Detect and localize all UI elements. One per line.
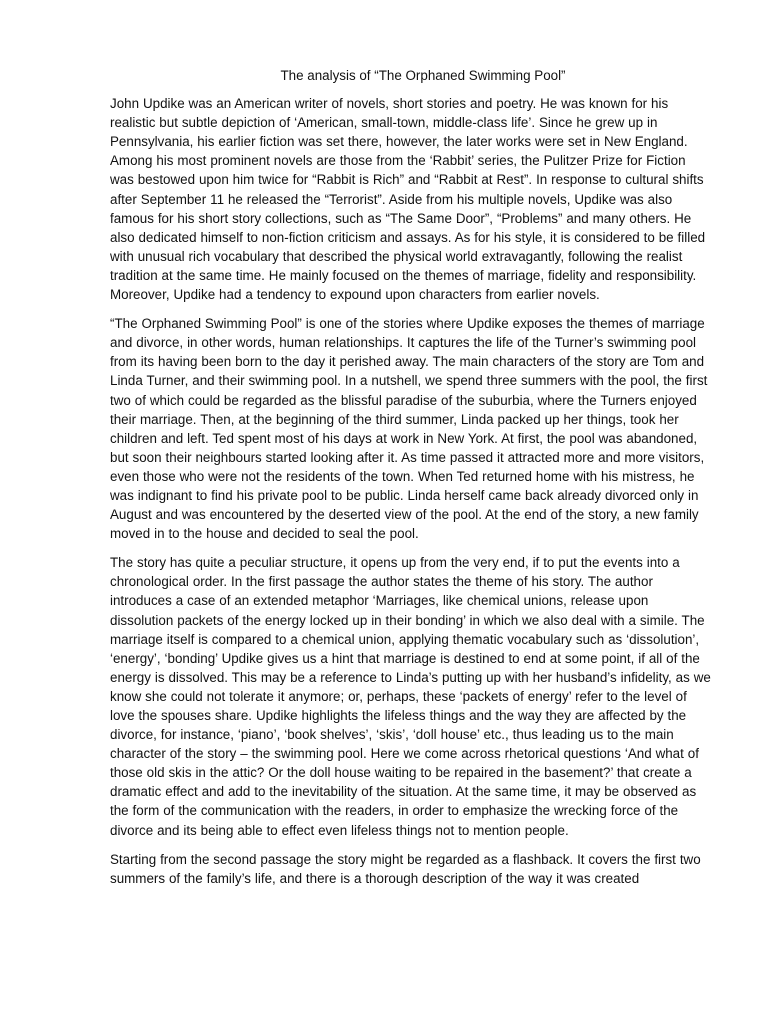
paragraph-2: “The Orphaned Swimming Pool” is one of the stories where Updike exposes the themes of marriage and divorce, in other words, human relationships. It captures the life of the Turner’s swimming pool from its having been born to the day it perished away. The main characters of the story are Tom and Linda Turner, and their swimming pool. In a nutshell, we spend three summers with the pool, the first two of which could be regarded as the blissful paradise of the suburbia, where the Turners enjoyed their marriage. Then, at the beginning of the third summer, Linda packed up her things, took her children and left. Ted spent most of his days at work in New York. At first, the pool was abandoned, but soon their neighbours started looking after it. As time passed it attracted more and more visitors, even those who were not the residents of the town. When Ted returned home with his mistress, he was indignant to find his private pool to be public. Linda herself came back already divorced only in August and was encountered by the deserted view of the pool. At the end of the story, a new family moved in to the house and decided to seal the pool.: [110, 316, 708, 542]
paragraph-4: Starting from the second passage the story might be regarded as a flashback. It covers the first two summers of the family’s life, and there is a thorough description of the way it was created: [110, 851, 701, 886]
document-title: The analysis of “The Orphaned Swimming Pool”: [280, 68, 566, 83]
paragraph-1: John Updike was an American writer of novels, short stories and poetry. He was known for his realistic but subtle depiction of ‘American, small-town, middle-class life’. Since he grew up in Pennsylvania, his earlier fiction was set there, however, the later works were set in New England. Among his most prominent novels are those from the ‘Rabbit’ series, the Pulitzer Prize for Fiction was bestowed upon him twice for “Rabbit is Rich” and “Rabbit at Rest”. In response to cultural shifts after September 11 he released the “Terrorist”. Aside from his multiple novels, Updike was also famous for his short story collections, such as “The Same Door”, “Problems” and many others. He also dedicated himself to non-fiction criticism and assays. As for his style, it is considered to be filled with unusual rich vocabulary that described the physical world extravagantly, following the realist tradition at the same time. He mainly focused on the themes of marriage, fidelity and responsibility. Moreover, Updike had a tendency to expound upon characters from earlier novels.: [110, 96, 706, 303]
paragraph-3: The story has quite a peculiar structure, it opens up from the very end, if to put the events into a chronological order. In the first passage the author states the theme of his story. The author introduces a case of an extended metaphor ‘Marriages, like chemical unions, release upon dissolution packets of the energy locked up in their bonding’ in which we also deal with a simile. The marriage itself is compared to a chemical union, applying thematic vocabulary such as ‘dissolution’, ‘energy’, ‘bonding’ Updike gives us a hint that marriage is destined to end at some point, if all of the energy is dissolved. This may be a reference to Linda’s putting up with her husband’s infidelity, as we know she could not tolerate it anymore; or, perhaps, these ‘packets of energy’ refer to the level of love the spouses share. Updike highlights the lifeless things and the way they are affected by the divorce, for instance, ‘piano’, ‘book shelves’, ‘skis’, ‘doll house’ etc., thus leading us to the main character of the story – the swimming pool. Here we come across rhetorical questions ‘And what of those old skis in the attic? Or the doll house waiting to be repaired in the basement?’ that create a dramatic effect and add to the inevitability of the situation. At the same time, it may be observed as the form of the communication with the readers, in order to emphasize the wrecking force of the divorce and its being able to effect even lifeless things not to mention people.: [110, 555, 711, 838]
